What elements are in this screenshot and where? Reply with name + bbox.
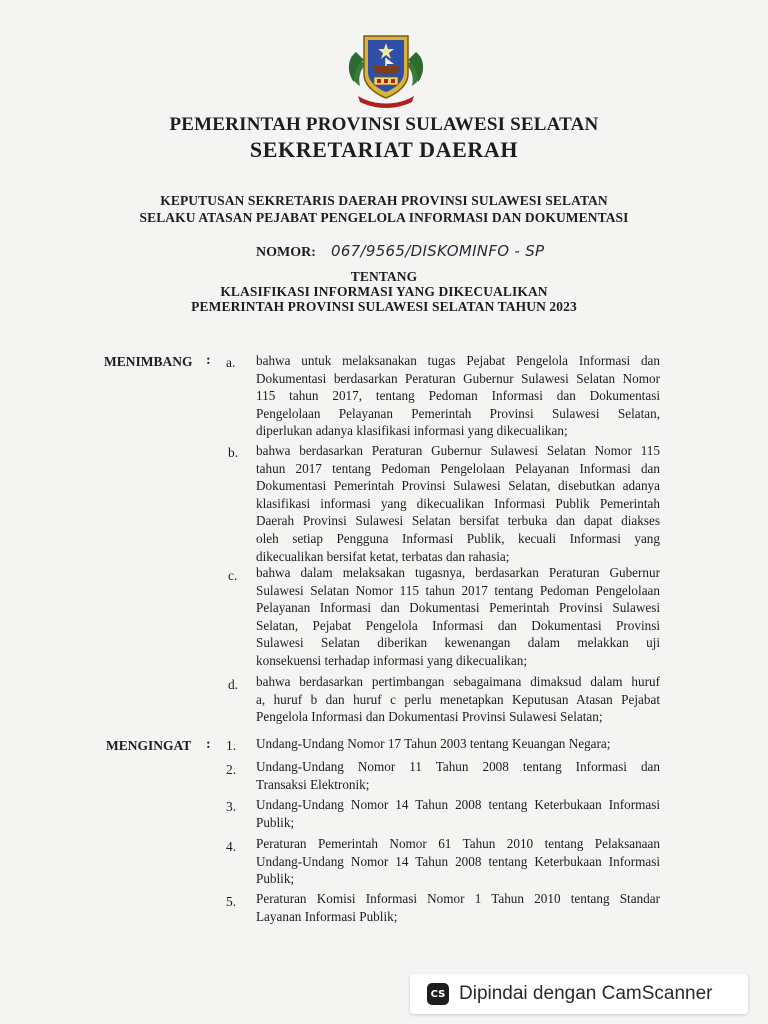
- text-line: Publik;: [256, 814, 295, 830]
- mengingat-item-1: [256, 735, 660, 753]
- text-line: Peraturan Pemerintah Nomor 61 Tahun 2010 tentang Pelaksanaan: [256, 836, 660, 851]
- mengingat-item-1-marker: 1.: [226, 738, 237, 753]
- mengingat-item-3: [256, 796, 660, 831]
- camscanner-watermark: [410, 974, 748, 1014]
- subject-line-2: PEMERINTAH PROVINSI SULAWESI SELATAN TAHUN 2023: [191, 299, 577, 314]
- text-line: a, huruf b dan huruf c perlu menetapkan Keputusan Atasan Pejabat: [256, 691, 660, 707]
- decree-number: [256, 241, 544, 261]
- menimbang-label: MENIMBANG: [104, 354, 193, 369]
- text-line: Sulawesi Selatan diberikan kewenangan dalam melakkan uji: [256, 635, 660, 651]
- text-line: Undang-Undang Nomor 11 Tahun 2008 tentang Informasi dan: [256, 759, 660, 774]
- menimbang-item-c: [256, 564, 660, 670]
- menimbang-item-b-marker: b.: [228, 445, 239, 460]
- about-heading: TENTANG: [350, 269, 418, 284]
- mengingat-item-2-marker: 2.: [226, 762, 237, 777]
- decree-title-line-1: KEPUTUSAN SEKRETARIS DAERAH PROVINSI SULAWESI SELATAN: [160, 193, 608, 208]
- menimbang-item-d: [256, 673, 660, 726]
- menimbang-item-b: [256, 442, 660, 565]
- menimbang-item-c-marker: c.: [228, 568, 238, 583]
- text-line: oleh setiap Pengguna Informasi Publik, kecuali Informasi yang: [256, 530, 660, 546]
- text-line: Pengelola Informasi dan Dokumentasi Provinsi Sulawesi Selatan;: [256, 709, 603, 725]
- menimbang-item-a-marker: a.: [226, 355, 236, 370]
- text-line: Peraturan Komisi Informasi Nomor 1 Tahun 2010 tentang Standar: [256, 891, 660, 906]
- mengingat-item-5: [256, 890, 660, 925]
- text-line: Transaksi Elektronik;: [256, 776, 370, 792]
- mengingat-item-4-marker: 4.: [226, 839, 237, 854]
- text-line: konsekuensi terhadap informasi yang dikecualikan;: [256, 652, 527, 668]
- mengingat-item-5-marker: 5.: [226, 894, 237, 909]
- text-line: bahwa untuk melaksanakan tugas Pejabat Pengelola Informasi dan: [256, 353, 660, 368]
- subject-line-1: KLASIFIKASI INFORMASI YANG DIKECUALIKAN: [220, 284, 548, 299]
- mengingat-label: MENGINGAT: [106, 738, 192, 753]
- text-line: Pengelolaan Pelayanan Pemerintah Provinsi Sulawesi Selatan,: [256, 405, 660, 421]
- mengingat-colon: :: [206, 737, 211, 752]
- text-line: klasifikasi informasi yang dikecualikan Informasi Publik Pemerintah: [256, 495, 660, 511]
- provincial-emblem-icon: [344, 22, 428, 108]
- camscanner-text: Dipindai dengan CamScanner: [459, 983, 713, 1004]
- mengingat-item-2: [256, 758, 660, 793]
- text-line: bahwa dalam melaksakan tugasnya, berdasarkan Peraturan Gubernur: [256, 565, 660, 580]
- menimbang-item-d-marker: d.: [228, 677, 239, 692]
- text-line: Dokumentasi berdasarkan Peraturan Gubernur Sulawesi Selatan Nomor: [256, 370, 660, 386]
- text-line: dikecualikan bersifat ketat, terbatas dan rahasia;: [256, 548, 510, 564]
- mengingat-item-4: [256, 835, 660, 888]
- text-line: Publik;: [256, 871, 295, 887]
- text-line: Pelayanan Informasi dan Dokumentasi Pemerintah Provinsi Sulawesi: [256, 600, 660, 616]
- decree-number-label: NOMOR:: [256, 245, 316, 260]
- text-line: bahwa berdasarkan Peraturan Gubernur Sulawesi Selatan Nomor 115: [256, 443, 660, 458]
- text-line: Layanan Informasi Publik;: [256, 908, 398, 924]
- text-line: Dokumentasi Pemerintah Provinsi Sulawesi Selatan, disebutkan adanya: [256, 478, 660, 494]
- text-line: Undang-Undang Nomor 17 Tahun 2003 tentang Keuangan Negara;: [256, 736, 611, 751]
- text-line: diperlukan adanya klasifikasi informasi yang dikecualikan;: [256, 423, 568, 439]
- menimbang-colon: :: [206, 353, 211, 368]
- menimbang-item-a: [256, 352, 660, 440]
- text-line: Daerah Provinsi Sulawesi Selatan bersifat terbuka dan dapat diakses: [256, 513, 660, 529]
- text-line: Selatan, Pejabat Pengelola Informasi dan Dokumentasi Provinsi: [256, 617, 660, 633]
- text-line: Sulawesi Selatan Nomor 115 tahun 2017 tentang Pedoman Pengelolaan: [256, 582, 660, 598]
- text-line: bahwa berdasarkan pertimbangan sebagaimana dimaksud dalam huruf: [256, 674, 660, 689]
- decree-title-line-2: SELAKU ATASAN PEJABAT PENGELOLA INFORMASI DAN DOKUMENTASI: [139, 210, 629, 225]
- camscanner-icon: CS: [427, 983, 449, 1005]
- text-line: tahun 2017 tentang Pedoman Pengelolaan Pelayanan Informasi dan: [256, 460, 660, 476]
- government-name: PEMERINTAH PROVINSI SULAWESI SELATAN: [169, 114, 599, 135]
- text-line: Undang-Undang Nomor 14 Tahun 2008 tentang Keterbukaan Informasi: [256, 797, 660, 812]
- mengingat-item-3-marker: 3.: [226, 799, 237, 814]
- office-name: SEKRETARIAT DAERAH: [249, 137, 519, 162]
- text-line: Undang-Undang Nomor 14 Tahun 2008 tentang Keterbukaan Informasi: [256, 853, 660, 869]
- text-line: 115 tahun 2017, tentang Pedoman Informasi dan Dokumentasi: [256, 388, 660, 404]
- decree-number-value: 067/9565/DISKOMINFO - SP: [330, 242, 545, 260]
